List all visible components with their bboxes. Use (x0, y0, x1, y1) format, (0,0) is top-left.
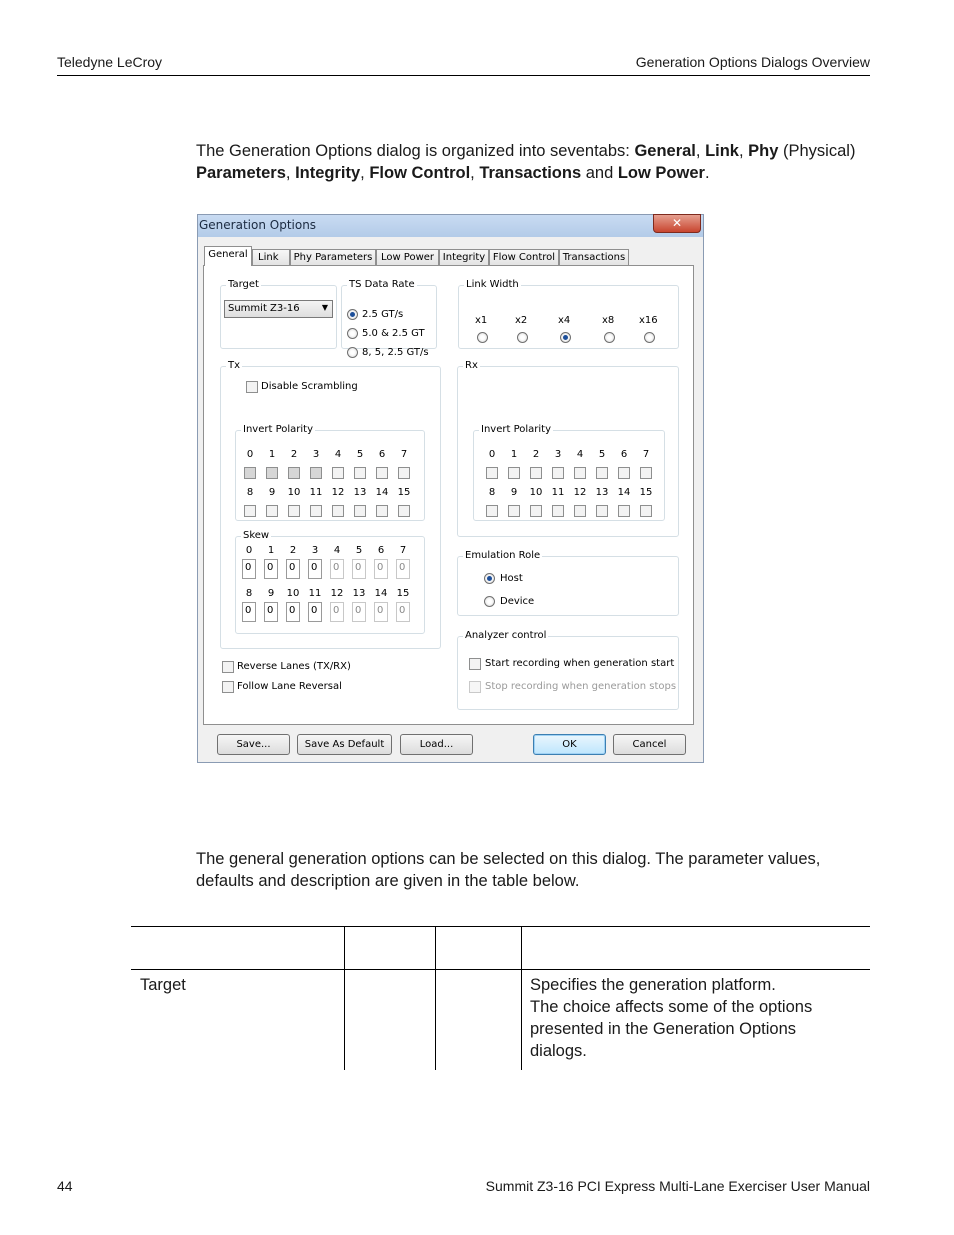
tx-label: Tx (228, 360, 241, 371)
tab-low-power[interactable]: Low Power (376, 249, 439, 265)
skew-input[interactable]: 0 (308, 602, 322, 622)
target-label: Target (228, 279, 259, 290)
skew-lane-number: 2 (289, 545, 297, 556)
link-width-option: x4 (558, 315, 571, 326)
skew-lane-number: 13 (352, 588, 366, 599)
general-tab-panel (203, 265, 694, 725)
tab-general[interactable]: General (204, 246, 252, 266)
lane-polarity-checkbox[interactable] (288, 467, 300, 479)
target-select[interactable] (224, 300, 333, 318)
ts-data-rate-label: TS Data Rate (349, 279, 415, 290)
skew-input[interactable]: 0 (396, 559, 410, 579)
lane-number: 5 (356, 449, 364, 460)
lane-polarity-checkbox[interactable] (486, 467, 498, 479)
lane-number: 6 (620, 449, 628, 460)
lane-polarity-checkbox[interactable] (596, 505, 608, 517)
skew-lane-number: 15 (396, 588, 410, 599)
analyzer-control-label: Analyzer control (465, 630, 547, 641)
lane-polarity-checkbox[interactable] (332, 505, 344, 517)
lane-polarity-checkbox[interactable] (486, 505, 498, 517)
skew-lane-number: 4 (333, 545, 341, 556)
close-button[interactable]: ✕ (653, 214, 701, 233)
ts-rate-radio-5-0[interactable] (347, 328, 358, 339)
skew-lane-number: 6 (377, 545, 385, 556)
follow-lane-reversal-label: Follow Lane Reversal (237, 681, 342, 692)
header-left: Teledyne LeCroy (57, 54, 163, 70)
skew-input[interactable]: 0 (352, 602, 366, 622)
lane-polarity-checkbox[interactable] (530, 467, 542, 479)
tab-flow-control[interactable]: Flow Control (489, 249, 559, 265)
stop-recording-label: Stop recording when generation stops (485, 681, 677, 692)
table-top-rule (131, 926, 870, 927)
lane-number: 15 (397, 487, 411, 498)
start-recording-label: Start recording when generation start (485, 658, 675, 669)
link-width-radio-x4[interactable] (560, 332, 571, 343)
emulation-role-option: Host (500, 573, 523, 584)
target-value: Summit Z3-16 (228, 303, 300, 314)
link-width-radio-x2[interactable] (517, 332, 528, 343)
table-cell-description: Specifies the generation platform. The choice affects some of the options presented in the Generation Options dialogs. (530, 976, 813, 1060)
ts-rate-radio-8-0[interactable] (347, 347, 358, 358)
skew-lane-number: 5 (355, 545, 363, 556)
lane-number: 11 (309, 487, 323, 498)
lane-number: 7 (642, 449, 650, 460)
lane-polarity-checkbox[interactable] (288, 505, 300, 517)
skew-input[interactable]: 0 (264, 559, 278, 579)
lane-polarity-checkbox[interactable] (640, 467, 652, 479)
rx-label: Rx (465, 360, 478, 371)
lane-number: 1 (510, 449, 518, 460)
lane-polarity-checkbox[interactable] (508, 467, 520, 479)
link-width-option: x8 (602, 315, 615, 326)
load-button[interactable]: Load... (400, 734, 473, 755)
lane-polarity-checkbox[interactable] (552, 467, 564, 479)
ts-rate-option: 2.5 GT/s (362, 309, 404, 320)
lane-number: 2 (290, 449, 298, 460)
skew-input[interactable]: 0 (264, 602, 278, 622)
save-button[interactable]: Save... (217, 734, 290, 755)
skew-input[interactable]: 0 (286, 559, 300, 579)
lane-polarity-checkbox[interactable] (530, 505, 542, 517)
ts-rate-option: 5.0 & 2.5 GT (362, 328, 425, 339)
lane-number: 13 (595, 487, 609, 498)
skew-lane-number: 12 (330, 588, 344, 599)
lane-polarity-checkbox[interactable] (266, 505, 278, 517)
ts-rate-option: 8, 5, 2.5 GT/s (362, 347, 429, 358)
tab-link[interactable]: Link (252, 249, 290, 265)
emulation-role-radio-host[interactable] (484, 573, 495, 584)
lane-number: 15 (639, 487, 653, 498)
skew-input[interactable]: 0 (308, 559, 322, 579)
tx-invert-polarity-group (235, 424, 425, 521)
skew-input[interactable]: 0 (352, 559, 366, 579)
analyzer-control-group (457, 630, 679, 710)
rx-invert-polarity-group (473, 424, 665, 521)
lane-polarity-checkbox[interactable] (310, 505, 322, 517)
lane-number: 10 (529, 487, 543, 498)
footer-title: Summit Z3-16 PCI Express Multi-Lane Exerciser User Manual (485, 1178, 870, 1194)
stop-recording-checkbox[interactable] (469, 681, 481, 693)
lane-number: 4 (576, 449, 584, 460)
lane-polarity-checkbox[interactable] (640, 505, 652, 517)
lane-polarity-checkbox[interactable] (508, 505, 520, 517)
lane-polarity-checkbox[interactable] (618, 505, 630, 517)
skew-lane-number: 1 (267, 545, 275, 556)
lane-polarity-checkbox[interactable] (398, 505, 410, 517)
ts-rate-radio-2-5[interactable] (347, 309, 358, 320)
skew-lane-number: 11 (308, 588, 322, 599)
lane-number: 10 (287, 487, 301, 498)
lane-polarity-checkbox[interactable] (266, 467, 278, 479)
target-group (220, 279, 337, 349)
chevron-down-icon: ▼ (321, 303, 328, 312)
emulation-role-option: Device (500, 596, 535, 607)
lane-polarity-checkbox[interactable] (354, 467, 366, 479)
emulation-role-radio-device[interactable] (484, 596, 495, 607)
start-recording-checkbox[interactable] (469, 658, 481, 670)
skew-input[interactable]: 0 (242, 602, 256, 622)
lane-polarity-checkbox[interactable] (376, 467, 388, 479)
lane-polarity-checkbox[interactable] (332, 467, 344, 479)
dialog-title: Generation Options (199, 218, 317, 232)
lane-number: 9 (510, 487, 518, 498)
skew-lane-number: 9 (267, 588, 275, 599)
header-rule (57, 75, 870, 76)
intro-paragraph: The Generation Options dialog is organized into seventabs: General, Link, Phy (Physical) Parameters, Integrity, Flow Control, Transactions and Low Power. (196, 142, 856, 182)
lane-polarity-checkbox[interactable] (354, 505, 366, 517)
lane-number: 12 (331, 487, 345, 498)
lane-number: 3 (312, 449, 320, 460)
lane-number: 7 (400, 449, 408, 460)
link-width-radio-x1[interactable] (477, 332, 488, 343)
header-right: Generation Options Dialogs Overview (635, 54, 870, 70)
table-column-divider (344, 926, 345, 1070)
rx-invert-polarity-label: Invert Polarity (481, 424, 551, 435)
lane-polarity-checkbox[interactable] (310, 467, 322, 479)
lane-number: 6 (378, 449, 386, 460)
tab-phy-parameters[interactable]: Phy Parameters (290, 249, 376, 265)
title-bar (198, 215, 703, 237)
follow-lane-reversal-checkbox[interactable] (222, 681, 234, 693)
lane-polarity-checkbox[interactable] (398, 467, 410, 479)
general-options-paragraph: The general generation options can be selected on this dialog. The parameter values, defaults and description are given in the table below. (196, 850, 821, 890)
table-column-divider (521, 926, 522, 1070)
link-width-option: x2 (515, 315, 528, 326)
lane-number: 12 (573, 487, 587, 498)
lane-number: 2 (532, 449, 540, 460)
lane-number: 14 (617, 487, 631, 498)
link-width-option: x16 (639, 315, 658, 326)
skew-input[interactable]: 0 (374, 602, 388, 622)
skew-input[interactable]: 0 (330, 602, 344, 622)
skew-lane-number: 0 (245, 545, 253, 556)
lane-polarity-checkbox[interactable] (244, 505, 256, 517)
skew-input[interactable]: 0 (242, 559, 256, 579)
lane-number: 14 (375, 487, 389, 498)
skew-input[interactable]: 0 (396, 602, 410, 622)
tx-skew-label: Skew (243, 530, 270, 541)
tab-transactions[interactable]: Transactions (559, 249, 629, 265)
link-width-label: Link Width (466, 279, 519, 290)
cancel-button[interactable]: Cancel (613, 734, 686, 755)
lane-number: 13 (353, 487, 367, 498)
tab-integrity[interactable]: Integrity (439, 249, 489, 265)
lane-number: 8 (488, 487, 496, 498)
skew-input[interactable]: 0 (286, 602, 300, 622)
lane-polarity-checkbox[interactable] (574, 505, 586, 517)
link-width-radio-x8[interactable] (604, 332, 615, 343)
disable-scrambling-checkbox[interactable] (246, 381, 258, 393)
save-as-default-button[interactable]: Save As Default (297, 734, 392, 755)
table-column-divider (435, 926, 436, 1070)
lane-number: 0 (246, 449, 254, 460)
skew-lane-number: 3 (311, 545, 319, 556)
lane-number: 11 (551, 487, 565, 498)
link-width-radio-x16[interactable] (644, 332, 655, 343)
lane-number: 5 (598, 449, 606, 460)
generation-options-dialog (197, 214, 704, 763)
table-header-rule (131, 969, 870, 970)
lane-polarity-checkbox[interactable] (244, 467, 256, 479)
lane-polarity-checkbox[interactable] (618, 467, 630, 479)
skew-input[interactable]: 0 (374, 559, 388, 579)
emulation-role-group (457, 550, 679, 616)
skew-lane-number: 7 (399, 545, 407, 556)
lane-number: 9 (268, 487, 276, 498)
lane-polarity-checkbox[interactable] (596, 467, 608, 479)
skew-lane-number: 14 (374, 588, 388, 599)
reverse-lanes-checkbox[interactable] (222, 661, 234, 673)
ok-button[interactable]: OK (533, 734, 606, 755)
skew-input[interactable]: 0 (330, 559, 344, 579)
lane-number: 1 (268, 449, 276, 460)
page-number: 44 (57, 1178, 73, 1194)
lane-number: 8 (246, 487, 254, 498)
lane-number: 4 (334, 449, 342, 460)
skew-lane-number: 10 (286, 588, 300, 599)
lane-number: 3 (554, 449, 562, 460)
lane-polarity-checkbox[interactable] (574, 467, 586, 479)
table-cell-parameter: Target (140, 976, 186, 994)
lane-number: 0 (488, 449, 496, 460)
disable-scrambling-label: Disable Scrambling (261, 381, 358, 392)
tx-invert-polarity-label: Invert Polarity (243, 424, 313, 435)
link-width-option: x1 (475, 315, 488, 326)
lane-polarity-checkbox[interactable] (552, 505, 564, 517)
skew-lane-number: 8 (245, 588, 253, 599)
emulation-role-label: Emulation Role (465, 550, 541, 561)
reverse-lanes-label: Reverse Lanes (TX/RX) (237, 661, 351, 672)
lane-polarity-checkbox[interactable] (376, 505, 388, 517)
